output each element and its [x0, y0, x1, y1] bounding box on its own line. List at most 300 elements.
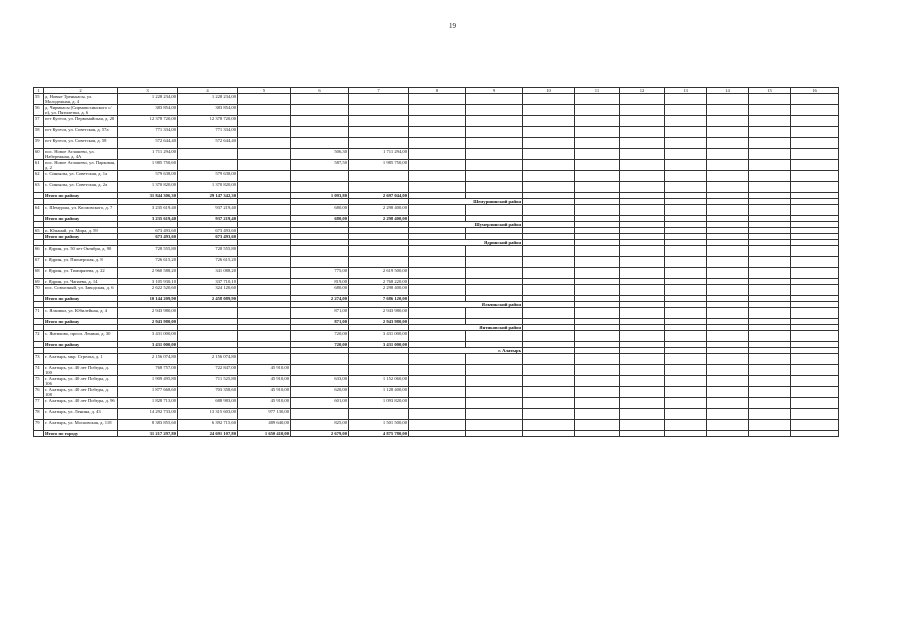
empty-cell — [707, 354, 749, 365]
value-col-4: 937 219,40 — [178, 205, 238, 216]
row-number: 59 — [34, 138, 44, 149]
empty-cell — [620, 268, 665, 279]
value-col-4: 2 458 089,90 — [178, 296, 238, 302]
value-col-7 — [349, 105, 409, 116]
value-col-7 — [349, 409, 409, 420]
empty-cell — [665, 387, 707, 398]
empty-cell — [523, 205, 575, 216]
value-col-5 — [238, 308, 291, 319]
value-col-3: 10 144 209,90 — [118, 296, 178, 302]
value-col-7: 2 943 980,00 — [349, 319, 409, 325]
empty-cell — [749, 182, 791, 193]
value-col-5: 45 910,00 — [238, 387, 291, 398]
empty-cell — [665, 182, 707, 193]
value-col-6: 2 274,00 — [291, 296, 349, 302]
empty-cell — [707, 138, 749, 149]
empty-cell — [466, 182, 523, 193]
value-col-4: 24 691 107,80 — [178, 431, 238, 437]
value-col-4: 726 615,20 — [178, 257, 238, 268]
row-number: 72 — [34, 331, 44, 342]
empty-cell — [523, 420, 575, 431]
row-number: 65 — [34, 228, 44, 234]
row-number: 63 — [34, 182, 44, 193]
value-col-4: 12 378 720,00 — [178, 116, 238, 127]
empty-cell — [575, 182, 620, 193]
row-number: 75 — [34, 376, 44, 387]
table-row — [34, 409, 839, 420]
empty-cell — [707, 268, 749, 279]
empty-cell — [665, 160, 707, 171]
empty-cell — [409, 182, 466, 193]
value-col-3: 2 156 074,80 — [118, 354, 178, 365]
empty-cell — [749, 268, 791, 279]
value-col-3: 3 431 000,00 — [118, 331, 178, 342]
address-cell: с. Синьялы, ул. Советская, д. 1а — [44, 171, 118, 182]
empty-cell — [466, 409, 523, 420]
value-col-5 — [238, 354, 291, 365]
value-col-5: 489 640,00 — [238, 420, 291, 431]
row-number: 61 — [34, 160, 44, 171]
empty-cell — [749, 171, 791, 182]
value-col-6: 506,30 — [291, 149, 349, 160]
empty-cell — [575, 308, 620, 319]
address-cell: г. Ядрин, ул. Тимирязева, д. 22 — [44, 268, 118, 279]
value-col-4: 383 854,00 — [178, 105, 238, 116]
empty-cell — [620, 246, 665, 257]
address-cell: пос. Совхозный, ул. Заводская, д. 6 — [44, 285, 118, 296]
empty-cell — [575, 171, 620, 182]
empty-cell — [575, 331, 620, 342]
value-col-6 — [291, 94, 349, 105]
empty-cell — [620, 205, 665, 216]
row-number: 69 — [34, 279, 44, 285]
value-col-5 — [238, 182, 291, 193]
value-col-7: 3 431 000,00 — [349, 342, 409, 348]
empty-cell — [466, 257, 523, 268]
empty-cell — [575, 376, 620, 387]
table-row — [34, 160, 839, 171]
empty-cell — [523, 149, 575, 160]
value-col-7: 1 501 500,00 — [349, 420, 409, 431]
value-col-7 — [349, 138, 409, 149]
empty-cell — [749, 285, 791, 296]
value-col-3: 3 235 619,40 — [118, 205, 178, 216]
value-col-5: 977 130,00 — [238, 409, 291, 420]
empty-cell — [665, 205, 707, 216]
empty-cell — [665, 398, 707, 409]
address-cell: Итого по району — [44, 216, 118, 222]
table-row — [34, 398, 839, 409]
column-header: 6 — [291, 88, 349, 94]
address-cell: п. Юманай, ул. Мира, д. 59 — [44, 228, 118, 234]
empty-cell — [749, 365, 791, 376]
table-row — [34, 105, 839, 116]
value-col-7: 1 985 750,00 — [349, 160, 409, 171]
value-col-7: 1 093 820,00 — [349, 398, 409, 409]
empty-cell — [466, 171, 523, 182]
value-col-3: 726 615,20 — [118, 257, 178, 268]
empty-cell — [620, 308, 665, 319]
empty-cell — [791, 257, 839, 268]
empty-cell — [575, 149, 620, 160]
empty-cell — [707, 387, 749, 398]
row-number: 58 — [34, 127, 44, 138]
value-col-7: 2 619 500,00 — [349, 268, 409, 279]
address-cell: г. Алатырь, ул. 40 лет Победы, д. 96 — [44, 398, 118, 409]
column-header: 10 — [523, 88, 575, 94]
empty-cell — [620, 116, 665, 127]
column-header: 4 — [178, 88, 238, 94]
value-col-7: 2 298 400,00 — [349, 216, 409, 222]
column-header: 3 — [118, 88, 178, 94]
value-col-5 — [238, 116, 291, 127]
value-col-5 — [238, 205, 291, 216]
value-col-6: 633,00 — [291, 376, 349, 387]
empty-cell — [791, 94, 839, 105]
address-cell: г. Алатырь, ул. Ленина, д. 43 — [44, 409, 118, 420]
address-cell: пгт Кугеси, ул. Советская, д. 58 — [44, 138, 118, 149]
empty-cell — [791, 149, 839, 160]
empty-cell — [791, 354, 839, 365]
value-col-3: 31 844 306,30 — [118, 193, 178, 199]
value-col-4 — [178, 308, 238, 319]
value-col-7: 1 711 294,00 — [349, 149, 409, 160]
empty-cell — [575, 409, 620, 420]
row-number: 64 — [34, 205, 44, 216]
empty-cell — [707, 420, 749, 431]
empty-cell — [665, 138, 707, 149]
column-header: 16 — [791, 88, 839, 94]
empty-cell — [466, 285, 523, 296]
value-col-4: 711 525,80 — [178, 376, 238, 387]
address-cell: Итого по району — [44, 234, 118, 240]
row-number: 68 — [34, 268, 44, 279]
value-col-3: 572 644,40 — [118, 138, 178, 149]
empty-cell — [791, 365, 839, 376]
empty-cell — [707, 149, 749, 160]
value-col-5 — [238, 285, 291, 296]
value-col-4: 341 088,20 — [178, 268, 238, 279]
address-cell: д. Чирмкасы (Сирмапосинского с/п), ул. Пятилетки, д. 6 — [44, 105, 118, 116]
empty-cell — [749, 149, 791, 160]
empty-cell — [523, 171, 575, 182]
value-col-6: 871,00 — [291, 308, 349, 319]
address-cell: г. Ядрин, ул. Чапаева, д. 14 — [44, 279, 118, 285]
address-cell: д. Новые Тренькасы, ул. Молодежная, д. 4 — [44, 94, 118, 105]
empty-cell — [791, 398, 839, 409]
value-col-6 — [291, 127, 349, 138]
row-number: 67 — [34, 257, 44, 268]
value-col-7: 3 431 000,00 — [349, 331, 409, 342]
table-row — [34, 420, 839, 431]
empty-cell — [523, 105, 575, 116]
address-cell: пос. Новое Атлашево, ул. Парковая, д. 2 — [44, 160, 118, 171]
address-cell: пгт Кугеси, ул. Советская, д. 57а — [44, 127, 118, 138]
empty-cell — [523, 387, 575, 398]
empty-cell — [749, 205, 791, 216]
empty-cell — [749, 127, 791, 138]
value-col-4 — [178, 149, 238, 160]
empty-cell — [620, 138, 665, 149]
address-cell: г. Алатырь, ул. Московская, д. 118 — [44, 420, 118, 431]
value-col-6: 819,00 — [291, 279, 349, 285]
value-col-7 — [349, 94, 409, 105]
address-cell: с. Шемурша, ул. Космовского, д. 7 — [44, 205, 118, 216]
address-cell: пгт Кугеси, ул. Первомайская, д. 20 — [44, 116, 118, 127]
empty-cell — [665, 409, 707, 420]
empty-cell — [409, 354, 466, 365]
empty-cell — [749, 409, 791, 420]
empty-cell — [466, 127, 523, 138]
address-cell: г. Ядрин, ул. 50 лет Октября, д. 90 — [44, 246, 118, 257]
value-col-6: 680,00 — [291, 205, 349, 216]
value-col-3: 12 378 720,00 — [118, 116, 178, 127]
empty-cell — [665, 246, 707, 257]
empty-cell — [707, 285, 749, 296]
column-header: 15 — [749, 88, 791, 94]
value-col-4: 337 710,10 — [178, 279, 238, 285]
value-col-3: 673 493,60 — [118, 228, 178, 234]
value-col-3: 2 622 520,60 — [118, 285, 178, 296]
column-header: 14 — [707, 88, 749, 94]
empty-cell — [665, 285, 707, 296]
page-number: 19 — [449, 22, 456, 30]
empty-cell — [575, 285, 620, 296]
region-label: Шемуршинский район — [409, 199, 523, 205]
empty-cell — [749, 387, 791, 398]
empty-cell — [749, 398, 791, 409]
empty-cell — [665, 376, 707, 387]
value-col-7: 7 686 120,00 — [349, 296, 409, 302]
empty-cell — [523, 398, 575, 409]
empty-cell — [665, 94, 707, 105]
empty-cell — [409, 116, 466, 127]
table-row — [34, 376, 839, 387]
empty-cell — [575, 398, 620, 409]
empty-cell — [749, 246, 791, 257]
column-header: 9 — [466, 88, 523, 94]
value-col-6 — [291, 182, 349, 193]
value-col-3: 31 217 297,80 — [118, 431, 178, 437]
value-col-7 — [349, 257, 409, 268]
value-col-6 — [291, 171, 349, 182]
table-row — [34, 257, 839, 268]
empty-cell — [749, 376, 791, 387]
value-col-4: 1 370 820,00 — [178, 182, 238, 193]
empty-cell — [749, 431, 791, 437]
column-header: 8 — [409, 88, 466, 94]
empty-cell — [791, 138, 839, 149]
value-col-6: 720,00 — [291, 331, 349, 342]
table-row — [34, 138, 839, 149]
empty-cell — [523, 246, 575, 257]
table-row — [34, 182, 839, 193]
empty-cell — [409, 205, 466, 216]
value-col-7 — [349, 365, 409, 376]
empty-cell — [791, 182, 839, 193]
value-col-7 — [349, 354, 409, 365]
empty-cell — [523, 138, 575, 149]
empty-cell — [749, 94, 791, 105]
empty-cell — [523, 365, 575, 376]
table-row — [34, 127, 839, 138]
empty-cell — [575, 257, 620, 268]
value-col-5 — [238, 246, 291, 257]
empty-cell — [409, 331, 466, 342]
value-col-5 — [238, 149, 291, 160]
row-number: 60 — [34, 149, 44, 160]
value-col-6 — [291, 246, 349, 257]
value-col-3: 728 555,80 — [118, 246, 178, 257]
empty-cell — [620, 398, 665, 409]
value-col-4: 722 847,00 — [178, 365, 238, 376]
row-number: 79 — [34, 420, 44, 431]
row-number: 55 — [34, 94, 44, 105]
column-header: 5 — [238, 88, 291, 94]
value-col-3: 3 105 930,10 — [118, 279, 178, 285]
value-col-4: 703 358,60 — [178, 387, 238, 398]
empty-cell — [575, 354, 620, 365]
row-number: 57 — [34, 116, 44, 127]
empty-cell — [409, 94, 466, 105]
value-col-3: 771 334,00 — [118, 127, 178, 138]
table-row — [34, 308, 839, 319]
empty-cell — [575, 94, 620, 105]
value-col-5 — [238, 171, 291, 182]
empty-cell — [791, 331, 839, 342]
empty-cell — [466, 205, 523, 216]
value-col-5 — [238, 105, 291, 116]
empty-cell — [466, 431, 523, 437]
value-col-7: 1 128 400,00 — [349, 387, 409, 398]
empty-cell — [620, 285, 665, 296]
row-number: 74 — [34, 365, 44, 376]
value-col-7 — [349, 127, 409, 138]
value-col-3: 3 431 000,00 — [118, 342, 178, 348]
value-col-3: 1 711 294,00 — [118, 149, 178, 160]
value-col-6: 680,00 — [291, 216, 349, 222]
row-number: 66 — [34, 246, 44, 257]
empty-cell — [791, 420, 839, 431]
empty-cell — [466, 331, 523, 342]
empty-cell — [466, 376, 523, 387]
empty-cell — [791, 105, 839, 116]
empty-cell — [620, 257, 665, 268]
empty-cell — [575, 431, 620, 437]
value-col-7: 2 298 400,00 — [349, 285, 409, 296]
empty-cell — [707, 376, 749, 387]
empty-cell — [707, 105, 749, 116]
empty-cell — [707, 257, 749, 268]
empty-cell — [620, 127, 665, 138]
empty-cell — [523, 94, 575, 105]
value-col-4 — [178, 160, 238, 171]
column-header: 7 — [349, 88, 409, 94]
value-col-3: 383 854,00 — [118, 105, 178, 116]
value-col-5 — [238, 257, 291, 268]
empty-cell — [409, 149, 466, 160]
value-col-5: 45 910,00 — [238, 398, 291, 409]
value-col-6 — [291, 138, 349, 149]
empty-cell — [620, 105, 665, 116]
empty-cell — [791, 387, 839, 398]
empty-cell — [409, 308, 466, 319]
empty-cell — [409, 105, 466, 116]
address-cell: с. Янтиково, просп. Ленина, д. 30 — [44, 331, 118, 342]
empty-cell — [665, 268, 707, 279]
value-col-6: 775,00 — [291, 268, 349, 279]
value-col-4: 1 228 234,00 — [178, 94, 238, 105]
empty-cell — [409, 138, 466, 149]
value-col-6: 825,00 — [291, 420, 349, 431]
value-col-3: 3 235 619,40 — [118, 216, 178, 222]
value-col-5: 45 910,00 — [238, 376, 291, 387]
total-row — [34, 431, 839, 437]
empty-cell — [620, 149, 665, 160]
empty-cell — [575, 420, 620, 431]
table-row — [34, 149, 839, 160]
empty-cell — [665, 365, 707, 376]
empty-cell — [466, 94, 523, 105]
empty-cell — [523, 257, 575, 268]
empty-cell — [466, 268, 523, 279]
value-col-6 — [291, 257, 349, 268]
empty-cell — [707, 398, 749, 409]
empty-cell — [523, 268, 575, 279]
empty-cell — [665, 149, 707, 160]
address-cell: Итого по городу — [44, 431, 118, 437]
value-col-5 — [238, 94, 291, 105]
empty-cell — [707, 365, 749, 376]
empty-cell — [409, 171, 466, 182]
value-col-3: 8 383 855,60 — [118, 420, 178, 431]
value-col-3: 579 638,00 — [118, 171, 178, 182]
empty-cell — [665, 431, 707, 437]
row-number: 62 — [34, 171, 44, 182]
value-col-5 — [238, 127, 291, 138]
empty-cell — [620, 160, 665, 171]
empty-cell — [620, 387, 665, 398]
row-number: 56 — [34, 105, 44, 116]
empty-cell — [749, 257, 791, 268]
empty-cell — [620, 420, 665, 431]
empty-cell — [409, 257, 466, 268]
empty-cell — [665, 354, 707, 365]
table-row — [34, 354, 839, 365]
value-col-7: 2 943 980,00 — [349, 308, 409, 319]
value-col-7 — [349, 182, 409, 193]
value-col-3: 1 828 713,00 — [118, 398, 178, 409]
empty-cell — [466, 387, 523, 398]
empty-cell — [409, 160, 466, 171]
row-number — [34, 431, 44, 437]
empty-cell — [707, 205, 749, 216]
empty-cell — [523, 409, 575, 420]
value-col-5: 45 910,00 — [238, 365, 291, 376]
value-col-4: 728 555,80 — [178, 246, 238, 257]
empty-cell — [665, 420, 707, 431]
value-col-7 — [349, 171, 409, 182]
empty-cell — [575, 268, 620, 279]
empty-cell — [665, 257, 707, 268]
empty-cell — [409, 285, 466, 296]
empty-cell — [665, 308, 707, 319]
table-row — [34, 387, 839, 398]
address-cell: Итого по району — [44, 342, 118, 348]
column-header: 13 — [665, 88, 707, 94]
value-col-4: 13 315 603,00 — [178, 409, 238, 420]
value-col-4: 29 147 342,30 — [178, 193, 238, 199]
